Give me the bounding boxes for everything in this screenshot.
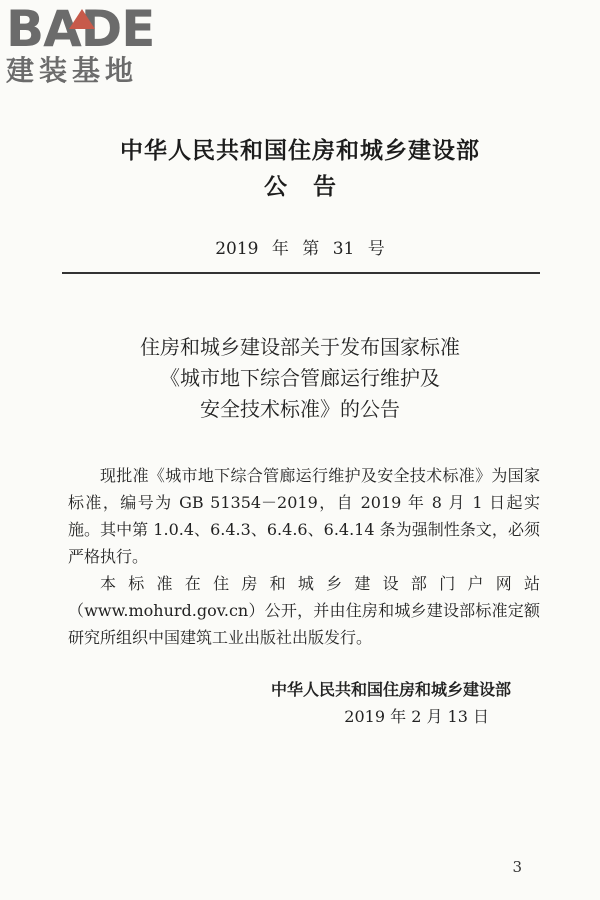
logo [6,0,155,87]
document-number: 2019 年 第 31 号 [215,239,385,259]
document-type: 公告 [264,174,362,200]
signature-organization: 中华人民共和国住房和城乡建设部 [270,680,511,699]
issuer-heading: 中华人民共和国住房和城乡建设部 [120,138,480,164]
title-line: 《城市地下综合管廊运行维护及 [160,366,440,390]
logo-chinese-text: 建装基地 [6,54,139,87]
signature-date: 2019 年 2 月 13 日 [344,707,489,726]
logo-latin-text: BADE [6,0,155,58]
header-divider [62,272,540,274]
announcement-title [0,332,600,425]
body-paragraph: 本标准在住房和城乡建设部门户网站（www.mohurd.gov.cn）公开，并由住房和城乡建设部标准定额研究所组织中国建筑工业出版社出版发行。 [68,574,540,647]
body-paragraph: 现批准《城市地下综合管廊运行维护及安全技术标准》为国家标准，编号为 GB 51354－2019，自 2019 年 8 月 1 日起实施。其中第 1.0.4、6.4.3、6.4.6、6.4.14 条为强制性条文，必须严格执行。 [68,466,540,566]
announcement-body [68,462,540,651]
title-line: 安全技术标准》的公告 [200,397,400,421]
page-number: 3 [512,858,522,876]
title-line: 住房和城乡建设部关于发布国家标准 [140,335,460,359]
logo-accent-triangle [69,9,95,29]
